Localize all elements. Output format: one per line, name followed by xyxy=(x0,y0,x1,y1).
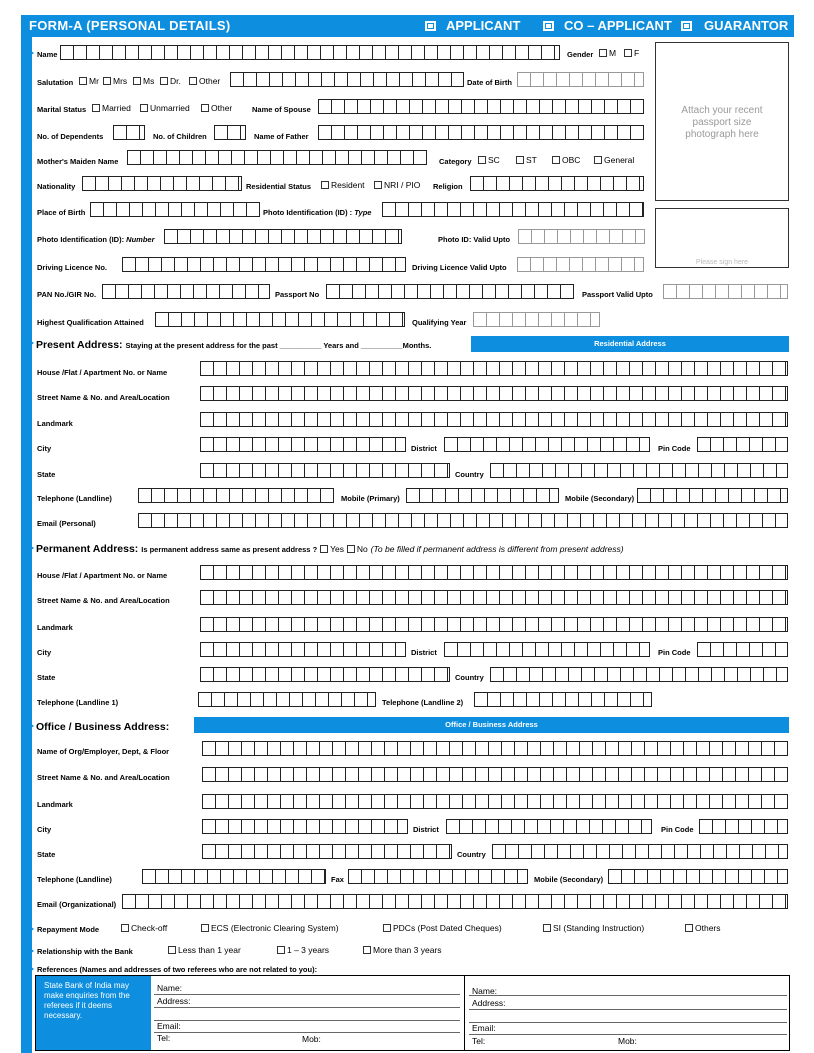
references-label: References (Names and addresses of two referees who are not related to you): xyxy=(37,965,318,974)
qual-year-input[interactable] xyxy=(473,312,600,327)
dl-valid-input[interactable] xyxy=(517,257,644,272)
guarantor-checkbox[interactable] xyxy=(681,21,692,31)
present-street-label: Street Name & No. and Area/Location xyxy=(37,393,170,402)
repayment-si-option[interactable]: SI (Standing Instruction) xyxy=(543,923,644,933)
repayment-pdc-option[interactable]: PDCs (Post Dated Cheques) xyxy=(383,923,502,933)
qualification-label: Highest Qualification Attained xyxy=(37,318,144,327)
references-note: State Bank of India may make enquiries from the referees if it deems necessary. xyxy=(36,976,151,1050)
qualification-input[interactable] xyxy=(155,312,405,327)
salutation-mrs-option[interactable]: Mrs xyxy=(103,76,127,86)
category-obc-option[interactable]: OBC xyxy=(552,155,580,165)
permanent-district-input[interactable] xyxy=(444,642,650,657)
permanent-state-input[interactable] xyxy=(200,667,450,682)
ref1-address-label: Address: xyxy=(157,996,191,1006)
nri-option[interactable]: NRI / PIO xyxy=(374,180,420,190)
marital-label: Marital Status xyxy=(37,105,87,114)
permanent-no-option[interactable]: No xyxy=(347,544,368,554)
form-header-bar xyxy=(21,15,794,37)
married-option[interactable]: Married xyxy=(92,103,131,113)
name-input[interactable] xyxy=(60,45,560,60)
photo-instruction: Attach your recent passport size photograph here xyxy=(681,105,763,140)
arrow-icon xyxy=(24,944,34,958)
permanent-landmark-input[interactable] xyxy=(200,617,788,632)
pob-input[interactable] xyxy=(90,202,260,217)
passport-valid-label: Passport Valid Upto xyxy=(582,290,653,299)
office-org-input[interactable] xyxy=(202,741,788,756)
category-st-option[interactable]: ST xyxy=(516,155,537,165)
present-district-label: District xyxy=(411,444,437,453)
permanent-tel1-label: Telephone (Landline 1) xyxy=(37,698,119,707)
photo-id-number-label: Photo Identification (ID): Number xyxy=(37,235,155,244)
pob-label: Place of Birth xyxy=(37,208,86,217)
permanent-tel2-input[interactable] xyxy=(474,692,652,707)
applicant-checkbox[interactable] xyxy=(425,21,436,31)
photo-id-valid-label: Photo ID: Valid Upto xyxy=(438,235,511,244)
repayment-checkoff-option[interactable]: Check-off xyxy=(121,923,167,933)
permanent-district-label: District xyxy=(411,648,437,657)
dob-label: Date of Birth xyxy=(467,78,512,87)
relationship-lt1-option[interactable]: Less than 1 year xyxy=(168,945,241,955)
arrow-icon xyxy=(24,719,34,733)
residential-status-label: Residential Status xyxy=(246,182,312,191)
present-mobile2-label: Mobile (Secondary) xyxy=(565,494,635,503)
arrow-icon xyxy=(24,922,34,936)
category-general-option[interactable]: General xyxy=(594,155,634,165)
office-org-label: Name of Org/Employer, Dept, & Floor xyxy=(37,747,170,756)
dob-input[interactable] xyxy=(517,72,644,87)
present-email-label: Email (Personal) xyxy=(37,519,96,528)
nationality-label: Nationality xyxy=(37,182,76,191)
office-fax-input[interactable] xyxy=(348,869,528,884)
ref1-email-label: Email: xyxy=(157,1021,181,1031)
present-mobile1-input[interactable] xyxy=(406,488,559,503)
permanent-pin-input[interactable] xyxy=(697,642,788,657)
father-input[interactable] xyxy=(318,125,644,140)
present-city-input[interactable] xyxy=(200,437,406,452)
arrow-icon xyxy=(24,962,34,976)
name-label: Name xyxy=(37,50,58,59)
salutation-ms-option[interactable]: Ms xyxy=(133,76,154,86)
guarantor-label: GUARANTOR xyxy=(704,18,789,33)
permanent-house-label: House /Flat / Apartment No. or Name xyxy=(37,571,168,580)
office-pin-input[interactable] xyxy=(699,819,788,834)
office-address-strip: Office / Business Address xyxy=(194,717,789,733)
office-address-heading: Office / Business Address: xyxy=(36,721,170,733)
office-mobile2-label: Mobile (Secondary) xyxy=(534,875,604,884)
ref1-mob-label: Mob: xyxy=(302,1034,321,1044)
present-city-label: City xyxy=(37,444,52,453)
salutation-other-input[interactable] xyxy=(230,72,464,87)
mother-label: Mother's Maiden Name xyxy=(37,157,119,166)
father-label: Name of Father xyxy=(254,132,309,141)
permanent-tel2-label: Telephone (Landline 2) xyxy=(382,698,464,707)
present-landmark-label: Landmark xyxy=(37,419,73,428)
office-fax-label: Fax xyxy=(331,875,344,884)
permanent-address-heading: Permanent Address: Is permanent address same as present address ? Yes No (To be filled if permanent address is different from present address) xyxy=(36,543,624,555)
ref1-tel-label: Tel: xyxy=(157,1033,171,1043)
category-sc-option[interactable]: SC xyxy=(478,155,500,165)
office-street-input[interactable] xyxy=(202,767,788,782)
passport-valid-input[interactable] xyxy=(663,284,788,299)
religion-label: Religion xyxy=(433,182,463,191)
arrow-icon xyxy=(24,336,34,350)
ref2-email-label: Email: xyxy=(472,1023,496,1033)
ref2-name-label: Name: xyxy=(472,986,498,996)
form-title: FORM-A (PERSONAL DETAILS) xyxy=(29,18,231,33)
salutation-other-option[interactable]: Other xyxy=(189,76,220,86)
photo-id-valid-input[interactable] xyxy=(518,229,645,244)
present-landmark-input[interactable] xyxy=(200,412,788,427)
resident-option[interactable]: Resident xyxy=(321,180,365,190)
spouse-input[interactable] xyxy=(318,99,644,114)
mother-input[interactable] xyxy=(127,150,427,165)
arrow-icon xyxy=(24,46,34,60)
photo-box[interactable] xyxy=(655,42,789,201)
relationship-gt3-option[interactable]: More than 3 years xyxy=(363,945,442,955)
permanent-tel1-input[interactable] xyxy=(198,692,376,707)
present-street-input[interactable] xyxy=(200,386,788,401)
present-tel-input[interactable] xyxy=(138,488,334,503)
ref2-mob-label: Mob: xyxy=(618,1036,637,1046)
photo-id-type-input[interactable] xyxy=(382,202,644,217)
dl-valid-label: Driving Licence Valid Upto xyxy=(412,263,507,272)
office-pin-label: Pin Code xyxy=(661,825,694,834)
children-label: No. of Children xyxy=(153,132,207,141)
permanent-pin-label: Pin Code xyxy=(658,648,691,657)
salutation-label: Salutation xyxy=(37,78,74,87)
repayment-ecs-option[interactable]: ECS (Electronic Clearing System) xyxy=(201,923,339,933)
present-state-label: State xyxy=(37,470,56,479)
co-applicant-label: CO – APPLICANT xyxy=(564,18,672,33)
permanent-yes-option[interactable]: Yes xyxy=(320,544,344,554)
present-address-heading: Present Address: Staying at the present address for the past __________ Years and __________Months. xyxy=(36,339,432,351)
pan-label: PAN No./GIR No. xyxy=(37,290,97,299)
gender-f-option[interactable]: F xyxy=(624,48,639,58)
photo-id-type-label: Photo Identification (ID) : Type xyxy=(263,208,372,217)
gender-m-option[interactable]: M xyxy=(599,48,616,58)
co-applicant-checkbox[interactable] xyxy=(543,21,554,31)
present-district-input[interactable] xyxy=(444,437,650,452)
dependents-label: No. of Dependents xyxy=(37,132,104,141)
permanent-house-input[interactable] xyxy=(200,565,788,580)
office-state-label: State xyxy=(37,850,56,859)
permanent-state-label: State xyxy=(37,673,56,682)
unmarried-option[interactable]: Unmarried xyxy=(140,103,190,113)
passport-label: Passport No xyxy=(275,290,320,299)
children-input[interactable] xyxy=(214,125,246,140)
references-table xyxy=(35,975,790,1051)
office-mobile2-input[interactable] xyxy=(608,869,788,884)
present-tel-label: Telephone (Landline) xyxy=(37,494,112,503)
present-house-input[interactable] xyxy=(200,361,788,376)
arrow-icon xyxy=(24,541,34,555)
dependents-input[interactable] xyxy=(113,125,145,140)
ref1-name-label: Name: xyxy=(157,983,183,993)
permanent-city-label: City xyxy=(37,648,52,657)
repayment-others-option[interactable]: Others xyxy=(685,923,721,933)
nationality-input[interactable] xyxy=(82,176,242,191)
repayment-label: Repayment Mode xyxy=(37,925,100,934)
permanent-landmark-label: Landmark xyxy=(37,623,73,632)
office-landmark-input[interactable] xyxy=(202,794,788,809)
category-label: Category xyxy=(439,157,472,166)
permanent-street-label: Street Name & No. and Area/Location xyxy=(37,596,170,605)
ref1-name-line[interactable] xyxy=(154,994,460,995)
present-country-input[interactable] xyxy=(490,463,788,478)
marital-other-option[interactable]: Other xyxy=(201,103,232,113)
residential-address-strip: Residential Address xyxy=(471,336,789,352)
applicant-label: APPLICANT xyxy=(446,18,521,33)
dl-label: Driving Licence No. xyxy=(37,263,108,272)
salutation-dr-option[interactable]: Dr. xyxy=(160,76,181,86)
present-pin-label: Pin Code xyxy=(658,444,691,453)
permanent-city-input[interactable] xyxy=(200,642,406,657)
office-email-label: Email (Organizational) xyxy=(37,900,117,909)
gender-label: Gender xyxy=(567,50,594,59)
permanent-country-input[interactable] xyxy=(490,667,788,682)
office-country-label: Country xyxy=(457,850,486,859)
office-district-input[interactable] xyxy=(446,819,652,834)
ref2-address-label: Address: xyxy=(472,998,506,1008)
signature-box[interactable] xyxy=(655,208,789,268)
present-mobile1-label: Mobile (Primary) xyxy=(341,494,400,503)
salutation-mr-option[interactable]: Mr xyxy=(79,76,99,86)
religion-input[interactable] xyxy=(470,176,644,191)
office-state-input[interactable] xyxy=(202,844,452,859)
present-pin-input[interactable] xyxy=(697,437,788,452)
relationship-label: Relationship with the Bank xyxy=(37,947,133,956)
office-email-input[interactable] xyxy=(122,894,788,909)
ref2-tel-label: Tel: xyxy=(472,1036,486,1046)
office-country-input[interactable] xyxy=(492,844,788,859)
qual-year-label: Qualifying Year xyxy=(412,318,467,327)
office-landmark-label: Landmark xyxy=(37,800,73,809)
dl-input[interactable] xyxy=(122,257,406,272)
ref2-name-line[interactable] xyxy=(469,995,787,996)
office-tel-label: Telephone (Landline) xyxy=(37,875,112,884)
office-district-label: District xyxy=(413,825,439,834)
office-tel-input[interactable] xyxy=(142,869,326,884)
signature-instruction: Please sign here xyxy=(695,259,749,266)
present-country-label: Country xyxy=(455,470,484,479)
spouse-label: Name of Spouse xyxy=(252,105,311,114)
permanent-country-label: Country xyxy=(455,673,484,682)
permanent-street-input[interactable] xyxy=(200,590,788,605)
present-mobile2-input[interactable] xyxy=(637,488,788,503)
office-city-label: City xyxy=(37,825,52,834)
office-city-input[interactable] xyxy=(202,819,408,834)
passport-input[interactable] xyxy=(326,284,574,299)
present-house-label: House /Flat / Apartment No. or Name xyxy=(37,368,168,377)
present-email-input[interactable] xyxy=(138,513,788,528)
relationship-1to3-option[interactable]: 1 – 3 years xyxy=(277,945,329,955)
photo-id-number-input[interactable] xyxy=(164,229,402,244)
office-street-label: Street Name & No. and Area/Location xyxy=(37,773,170,782)
pan-input[interactable] xyxy=(102,284,270,299)
present-state-input[interactable] xyxy=(200,463,450,478)
